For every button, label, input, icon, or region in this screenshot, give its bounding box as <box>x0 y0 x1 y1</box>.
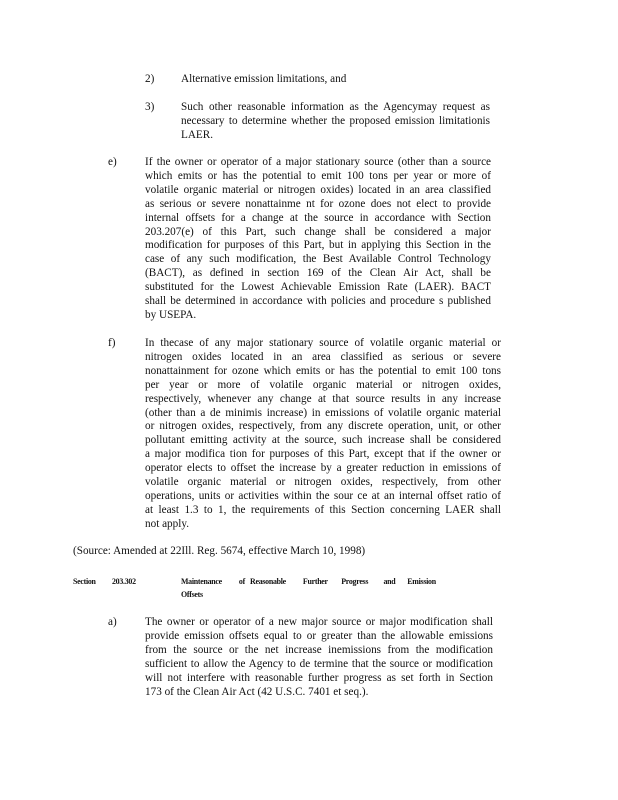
text-line: necessary to determine whether the proposed emission limitationis <box>181 114 490 127</box>
text-line: modification for purposes of this Part, but in applying this Section in the <box>145 239 491 252</box>
text-line: 173 of the Clean Air Act (42 U.S.C. 7401 et seq.). <box>145 685 369 698</box>
text-line: substituted for the Lowest Achievable Emission Rate (LAER). BACT <box>145 281 491 294</box>
text-line: a major modifica tion for purposes of this Part, except that if the owner or <box>145 448 501 461</box>
text-line: volatile organic material or nitrogen oxides) located in an area classified <box>145 183 491 196</box>
section-title-line-1: Maintenance of Reasonable Further Progress and Emission <box>181 576 436 586</box>
text-line: If the owner or operator of a major stationary source (other than a source <box>145 156 491 168</box>
item-a-text <box>145 616 493 699</box>
text-line: will not interfere with reasonable further progress as set forth in Section <box>145 671 493 684</box>
text-line: (BACT), as defined in section 169 of the Clean Air Act, shall be <box>145 267 491 280</box>
text-line: as serious or severe nonattainme nt for ozone does not elect to provide <box>145 197 491 210</box>
text-line: from the source or the net increase inemissions from the modification <box>145 643 493 656</box>
text-line: operations, units or activities within the sour ce at an internal offset ratio of <box>145 489 501 502</box>
text-line: operator elects to offset the increase by a greater reduction in emissions of <box>145 462 501 475</box>
item-a-marker: a) <box>108 616 117 628</box>
text-line: sufficient to allow the Agency to de termine that the source or modification <box>145 657 493 670</box>
section-number: 203.302 <box>112 576 136 586</box>
text-line: internal offsets for a change at the source in accordance with Section <box>145 211 491 224</box>
text-line: shall be determined in accordance with policies and procedure s published <box>145 295 491 308</box>
text-line: at least 1.3 to 1, the requirements of this Section concerning LAER shall <box>145 503 501 516</box>
text-line: per year or more of volatile organic material or nitrogen oxides, <box>145 378 501 391</box>
text-line: (other than a de minimis increase) in emissions of volatile organic material <box>145 406 501 419</box>
text-line: Alternative emission limitations, and <box>181 73 347 85</box>
text-line: nitrogen oxides located in an area classified as serious or severe <box>145 350 501 363</box>
item-f-marker: f) <box>108 337 116 349</box>
item-3-marker: 3) <box>145 101 155 113</box>
text-line: pollutant emitting activity at the source, such increase shall be considered <box>145 434 501 447</box>
text-line: Such other reasonable information as the Agencymay request as <box>181 101 490 113</box>
item-2-marker: 2) <box>145 73 155 85</box>
item-f-text <box>145 337 501 532</box>
source-note <box>73 545 393 559</box>
text-line: The owner or operator of a new major source or major modification shall <box>145 616 493 628</box>
text-line: In thecase of any major stationary source of volatile organic material or <box>145 337 501 349</box>
text-line: or nitrogen oxides, respectively, from any discrete operation, unit, or other <box>145 420 501 433</box>
text-line: case of any such modification, the Best Available Control Technology <box>145 253 491 266</box>
text-line: provide emission offsets equal to or greater than the allowable emissions <box>145 629 493 642</box>
text-line: respectively, whenever any change at that source results in any increase <box>145 392 501 405</box>
section-title-line-2: Offsets <box>181 589 203 599</box>
text-line: not apply. <box>145 517 190 530</box>
item-e-text <box>145 156 491 323</box>
source-note-text: (Source: Amended at 22Ill. Reg. 5674, effective March 10, 1998) <box>73 545 366 557</box>
text-line: nonattainment for ozone which emits or has the potential to emit 100 tons <box>145 364 501 377</box>
text-line: by USEPA. <box>145 308 197 321</box>
text-line: which emits or has the potential to emit 100 tons per year or more of <box>145 169 491 182</box>
text-line: volatile organic material or nitrogen oxides, respectively, from other <box>145 476 501 489</box>
item-3-text <box>181 101 490 143</box>
section-label: Section <box>73 576 96 586</box>
item-2-text <box>181 73 361 87</box>
text-line: LAER. <box>181 128 214 141</box>
text-line: 203.207(e) of this Part, such change shall be considered a major <box>145 225 491 238</box>
item-e-marker: e) <box>108 156 117 168</box>
